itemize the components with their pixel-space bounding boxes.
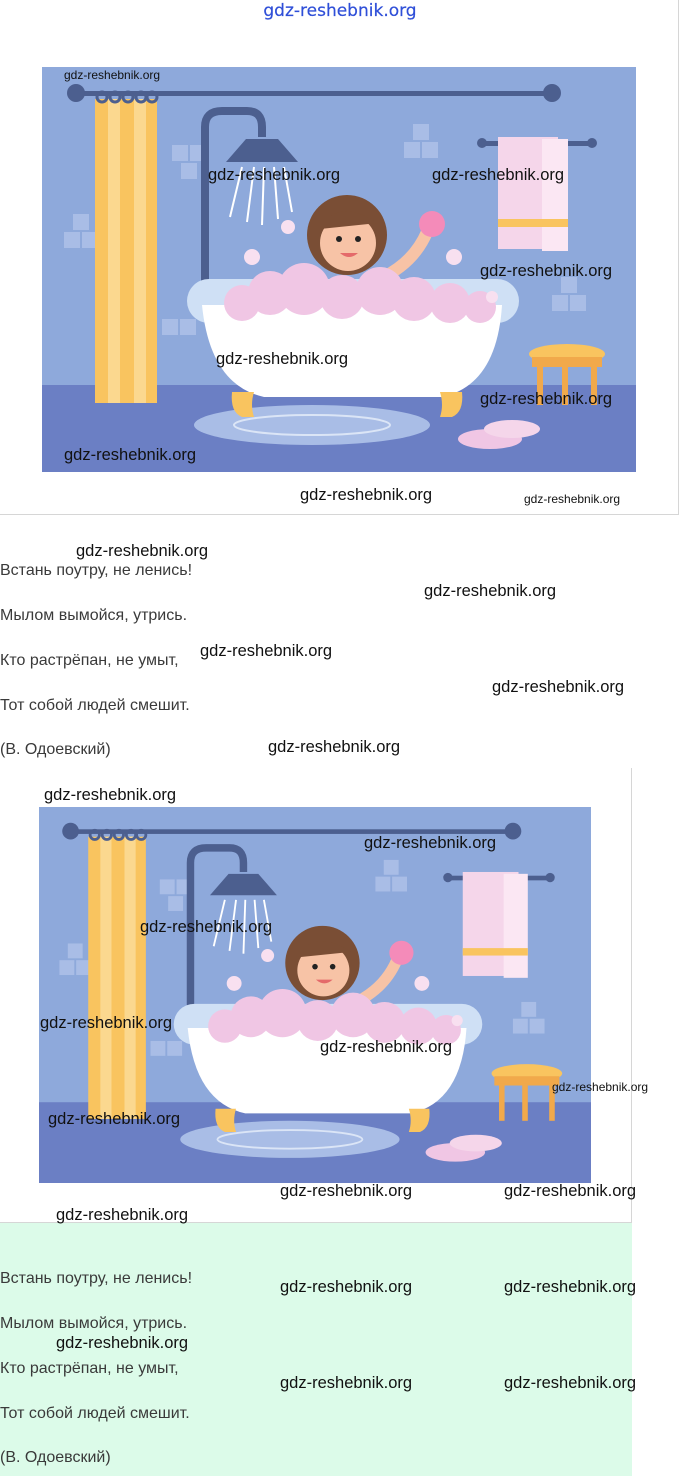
poem2-line-2: Мылом вымойся, утрись. bbox=[0, 1315, 188, 1332]
poem1-line-2: Мылом вымойся, утрись. bbox=[0, 607, 188, 624]
watermark: gdz-reshebnik.org bbox=[48, 1110, 181, 1128]
watermark: gdz-reshebnik.org bbox=[480, 262, 613, 280]
watermark: gdz-reshebnik.org bbox=[552, 1080, 649, 1094]
poem1-line-3: Кто растрёпан, не умыт, bbox=[0, 652, 179, 669]
watermark: gdz-reshebnik.org bbox=[524, 492, 621, 506]
watermark: gdz-reshebnik.org bbox=[280, 1374, 413, 1392]
poem1-line-4: Тот собой людей смешит. bbox=[0, 697, 190, 714]
watermark: gdz-reshebnik.org bbox=[208, 166, 341, 184]
poem1-author: (В. Одоевский) bbox=[0, 741, 111, 758]
watermark: gdz-reshebnik.org bbox=[492, 678, 625, 696]
watermark: gdz-reshebnik.org bbox=[44, 786, 177, 804]
watermark: gdz-reshebnik.org bbox=[504, 1374, 637, 1392]
watermark: gdz-reshebnik.org bbox=[200, 642, 333, 660]
poem2-line-3: Кто растрёпан, не умыт, bbox=[0, 1360, 179, 1377]
watermark: gdz-reshebnik.org bbox=[280, 1278, 413, 1296]
watermark: gdz-reshebnik.org bbox=[268, 738, 401, 756]
watermark: gdz-reshebnik.org bbox=[76, 542, 209, 560]
poem2-author: (В. Одоевский) bbox=[0, 1449, 111, 1466]
watermark: gdz-reshebnik.org bbox=[364, 834, 497, 852]
poem1-line-1: Встань поутру, не ленись! bbox=[0, 562, 193, 579]
watermark: gdz-reshebnik.org bbox=[424, 582, 557, 600]
watermark: gdz-reshebnik.org bbox=[56, 1334, 189, 1352]
watermark: gdz-reshebnik.org bbox=[40, 1014, 173, 1032]
watermark: gdz-reshebnik.org bbox=[64, 68, 161, 82]
watermark: gdz-reshebnik.org bbox=[504, 1182, 637, 1200]
watermark: gdz-reshebnik.org bbox=[432, 166, 565, 184]
watermark: gdz-reshebnik.org bbox=[280, 1182, 413, 1200]
watermark: gdz-reshebnik.org bbox=[216, 350, 349, 368]
watermark: gdz-reshebnik.org bbox=[56, 1206, 189, 1224]
watermark: gdz-reshebnik.org bbox=[480, 390, 613, 408]
watermark: gdz-reshebnik.org bbox=[504, 1278, 637, 1296]
watermark: gdz-reshebnik.org bbox=[300, 486, 433, 504]
poem2-line-1: Встань поутру, не ленись! bbox=[0, 1270, 193, 1287]
site-header-link[interactable]: gdz-reshebnik.org bbox=[263, 1, 417, 21]
watermark: gdz-reshebnik.org bbox=[320, 1038, 453, 1056]
poem2-line-4: Тот собой людей смешит. bbox=[0, 1405, 190, 1422]
watermark: gdz-reshebnik.org bbox=[140, 918, 273, 936]
watermark: gdz-reshebnik.org bbox=[64, 446, 197, 464]
